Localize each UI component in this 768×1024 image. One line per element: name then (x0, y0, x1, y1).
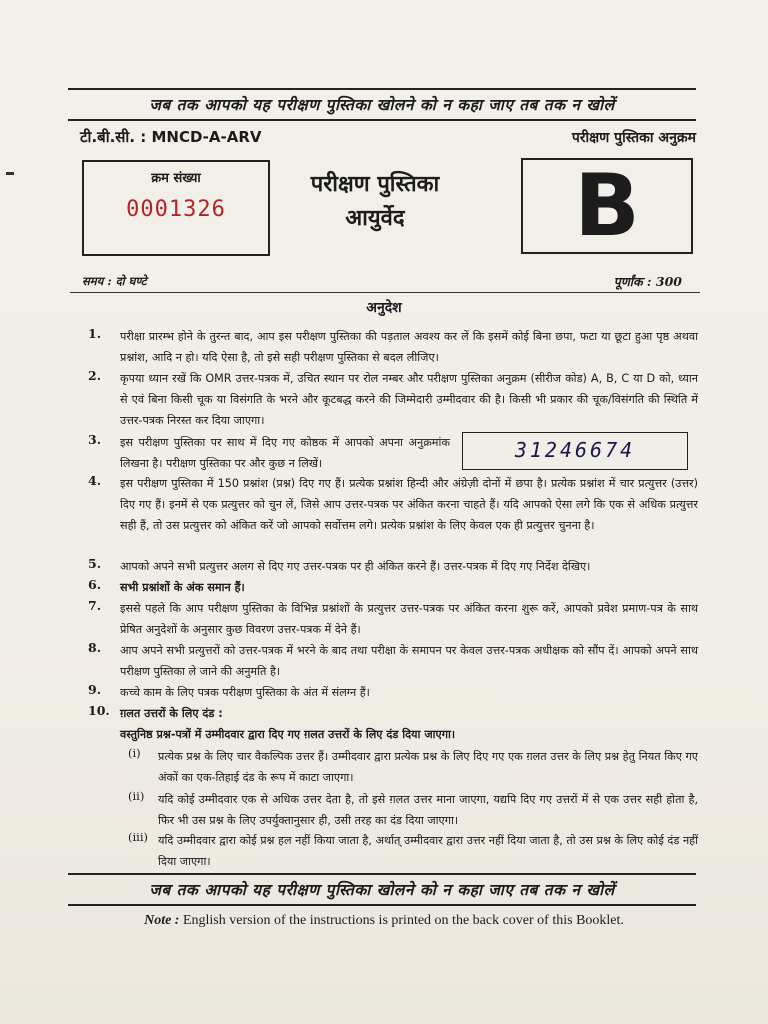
instruction-text: कच्चे काम के लिए पत्रक परीक्षण पुस्तिका के अंत में संलग्न हैं। (120, 686, 370, 699)
note-text: English version of the instructions is printed on the back cover of this Booklet. (182, 913, 624, 928)
instruction-text: इस परीक्षण पुस्तिका पर साथ में दिए गए कोष्ठक में आपको अपना अनुक्रमांक लिखना है। परीक्षण पुस्तिका पर और कुछ न लिखें। (120, 436, 450, 470)
english-version-note (0, 913, 768, 929)
booklet-title-line1: परीक्षण पुस्तिका (310, 172, 440, 197)
penalty-item-number: (iii) (128, 830, 149, 844)
instruction-number: 2. (88, 368, 102, 383)
roll-number-handwritten: 31246674 (514, 438, 636, 462)
instruction-text: कृपया ध्यान रखें कि OMR उत्तर-पत्रक में, उचित स्थान पर रोल नम्बर और परीक्षण पुस्तिका अनुक्रम (सीरीज कोड) A, B, C या D को, ध्यान से एवं बिना किसी चूक या विसंगति के भरने और कूटबद्ध करने की जिम्मेदारी उम्मीदवार की है। किसी भी प्रकार की चूक/विसंगति की स्थिति में उत्तर-पत्रक निरस्त कर दिया जाएगा। (120, 372, 698, 427)
instruction-number: 5. (88, 556, 102, 571)
do-not-open-banner-bottom: जब तक आपको यह परीक्षण पुस्तिका खोलने को न कहा जाए तब तक न खोलें (68, 873, 696, 906)
roll-number-box[interactable] (462, 432, 688, 470)
serial-number-box (82, 160, 270, 256)
instruction-number: 7. (88, 598, 102, 613)
penalty-item-text: यदि कोई उम्मीदवार एक से अधिक उत्तर देता है, तो इसे ग़लत उत्तर माना जाएगा, यद्यपि दिए गए उत्तरों में से एक उत्तर सही होता है, फिर भी उस प्रश्न के लिए उपर्युक्तानुसार ही, उसी तरह का दंड दिया जाएगा। (158, 793, 698, 827)
instruction-text: आप अपने सभी प्रत्युत्तरों को उत्तर-पत्रक में भरने के बाद तथा परीक्षा के समापन पर केवल उत्तर-पत्रक अधीक्षक को सौंप दें। आपको अपने साथ परीक्षण पुस्तिका ले जाने की अनुमति है। (120, 644, 698, 678)
instruction-text: इससे पहले कि आप परीक्षण पुस्तिका के विभिन्न प्रश्नांशों के प्रत्युत्तर उत्तर-पत्रक पर अंकित करना शुरू करें, आपको प्रवेश प्रमाण-पत्र के साथ प्रेषित अनुदेशों के अनुसार कुछ विवरण उत्तर-पत्रक में देने हैं। (120, 602, 698, 636)
do-not-open-banner-top: जब तक आपको यह परीक्षण पुस्तिका खोलने को न कहा जाए तब तक न खोलें (68, 88, 696, 121)
penalty-item-text: यदि उम्मीदवार द्वारा कोई प्रश्न हल नहीं किया जाता है, अर्थात् उम्मीदवार द्वारा उत्तर नहीं दिया जाता है, तो उस प्रश्न के लिए कोई दंड नहीं दिया जाएगा। (158, 834, 698, 868)
instruction-number: 10. (88, 703, 110, 718)
instruction-text: आपको अपने सभी प्रत्युत्तर अलग से दिए गए उत्तर-पत्रक पर ही अंकित करने हैं। उत्तर-पत्रक में दिए गए निर्देश देखिए। (120, 560, 591, 573)
instruction-number: 9. (88, 682, 102, 697)
instruction-number: 1. (88, 326, 102, 341)
series-letter: B (574, 156, 640, 256)
penalty-item-number: (ii) (128, 789, 145, 803)
instructions-heading: अनुदेश (366, 300, 402, 316)
instruction-number: 4. (88, 473, 102, 488)
instruction-text: परीक्षा प्रारम्भ होने के तुरन्त बाद, आप इस परीक्षण पुस्तिका की पड़ताल अवश्य कर लें कि इसमें कोई बिना छपा, फटा या छूटा हुआ पृष्ठ अथवा प्रश्नांश, आदि न हो। यदि ऐसा है, तो इसे सही परीक्षण पुस्तिका से बदल लीजिए। (120, 330, 698, 364)
penalty-intro: वस्तुनिष्ठ प्रश्न-पत्रों में उम्मीदवार द्वारा दिए गए ग़लत उत्तरों के लिए दंड दिया जाएगा। (120, 728, 456, 741)
serial-label: क्रम संख्या (151, 171, 201, 186)
instruction-text: ग़लत उत्तरों के लिए दंड : (120, 707, 223, 720)
instruction-number: 8. (88, 640, 102, 655)
exam-duration: समय : दो घण्टे (82, 274, 147, 288)
instruction-text: सभी प्रश्नांशों के अंक समान हैं। (120, 581, 245, 594)
series-letter-box (521, 158, 693, 254)
max-marks: पूर्णांक : 300 (613, 274, 682, 289)
booklet-sequence-label: परीक्षण पुस्तिका अनुक्रम (571, 130, 696, 146)
edge-mark (6, 172, 14, 175)
booklet-title-subject: आयुर्वेद (345, 206, 405, 231)
instruction-text: इस परीक्षण पुस्तिका में 150 प्रश्नांश (प्रश्न) दिए गए हैं। प्रत्येक प्रश्नांश हिन्दी और अंग्रेज़ी दोनों में छपा है। प्रत्येक प्रश्नांश में चार प्रत्युत्तर (उत्तर) दिए गए हैं। इनमें से एक प्रत्युत्तर को चुन लें, जिसे आप उत्तर-पत्रक पर अंकित करना चाहते हैं। यदि आपको ऐसा लगे कि एक से अधिक प्रत्युत्तर सही हैं, तो उस प्रत्युत्तर को अंकित करें जो आपको सर्वोत्तम लगे। प्रत्येक प्रश्नांश के लिए केवल एक ही प्रत्युत्तर चुनना है। (120, 477, 698, 532)
tbc-code: टी.बी.सी. : MNCD-A-ARV (80, 128, 262, 146)
penalty-item-text: प्रत्येक प्रश्न के लिए चार वैकल्पिक उत्तर हैं। उम्मीदवार द्वारा प्रत्येक प्रश्न के लिए दिए गए एक ग़लत उत्तर के लिए प्रश्न हेतु नियत किए गए अंकों का एक-तिहाई दंड के रूप में काटा जाएगा। (158, 750, 698, 784)
note-label: Note : (144, 913, 180, 928)
booklet-title (270, 168, 480, 236)
instruction-number: 6. (88, 577, 102, 592)
instruction-number: 3. (88, 432, 102, 447)
header-divider (70, 292, 700, 293)
penalty-item-number: (i) (128, 746, 141, 760)
serial-number: 0001326 (126, 197, 226, 222)
